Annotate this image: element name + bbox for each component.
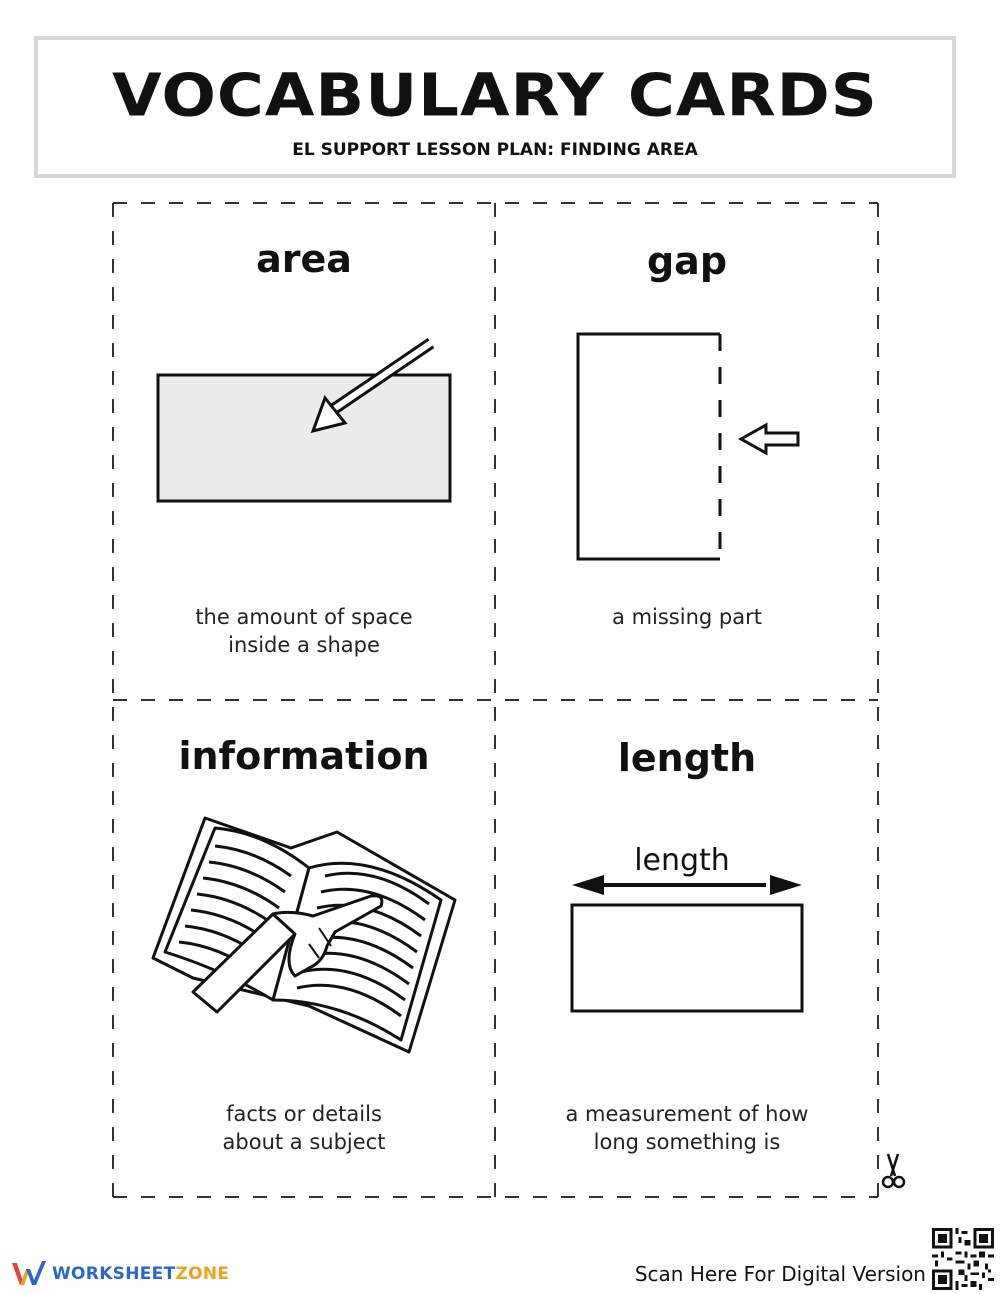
- definition-line: inside a shape: [228, 633, 380, 657]
- card-definition: [113, 1100, 495, 1156]
- vocab-card-gap: [496, 203, 878, 699]
- brand-name-part1: WORKSHEET: [52, 1264, 176, 1284]
- page-title: VOCABULARY CARDS: [112, 61, 878, 131]
- definition-line: about a subject: [222, 1130, 386, 1154]
- worksheetzone-logo-icon: [10, 1259, 46, 1289]
- qr-code-icon[interactable]: [932, 1228, 994, 1290]
- card-definition: [496, 1100, 878, 1156]
- card-term: area: [256, 237, 352, 281]
- brand-name-part2: ZONE: [175, 1264, 230, 1284]
- scissors-icon: [878, 1152, 908, 1192]
- definition-line: a missing part: [612, 605, 762, 629]
- definition-line: facts or details: [226, 1102, 382, 1126]
- vocab-card-area: [113, 203, 495, 699]
- vocab-card-length: [496, 700, 878, 1196]
- definition-line: a measurement of how: [565, 1102, 809, 1126]
- card-definition: [113, 603, 495, 659]
- card-definition: [496, 603, 878, 631]
- vocab-card-information: [113, 700, 495, 1196]
- card-term: length: [617, 736, 757, 780]
- length-label: length: [634, 843, 730, 878]
- page-subtitle: EL SUPPORT LESSON PLAN: FINDING AREA: [292, 140, 698, 160]
- card-term: gap: [646, 239, 728, 283]
- worksheetzone-logo[interactable]: [10, 1256, 229, 1292]
- definition-line: the amount of space: [195, 605, 413, 629]
- scan-instruction: Scan Here For Digital Version: [634, 1262, 926, 1286]
- title-banner: [34, 36, 956, 178]
- brand-name: [52, 1264, 229, 1284]
- definition-line: long something is: [593, 1130, 781, 1154]
- card-term: information: [178, 734, 430, 778]
